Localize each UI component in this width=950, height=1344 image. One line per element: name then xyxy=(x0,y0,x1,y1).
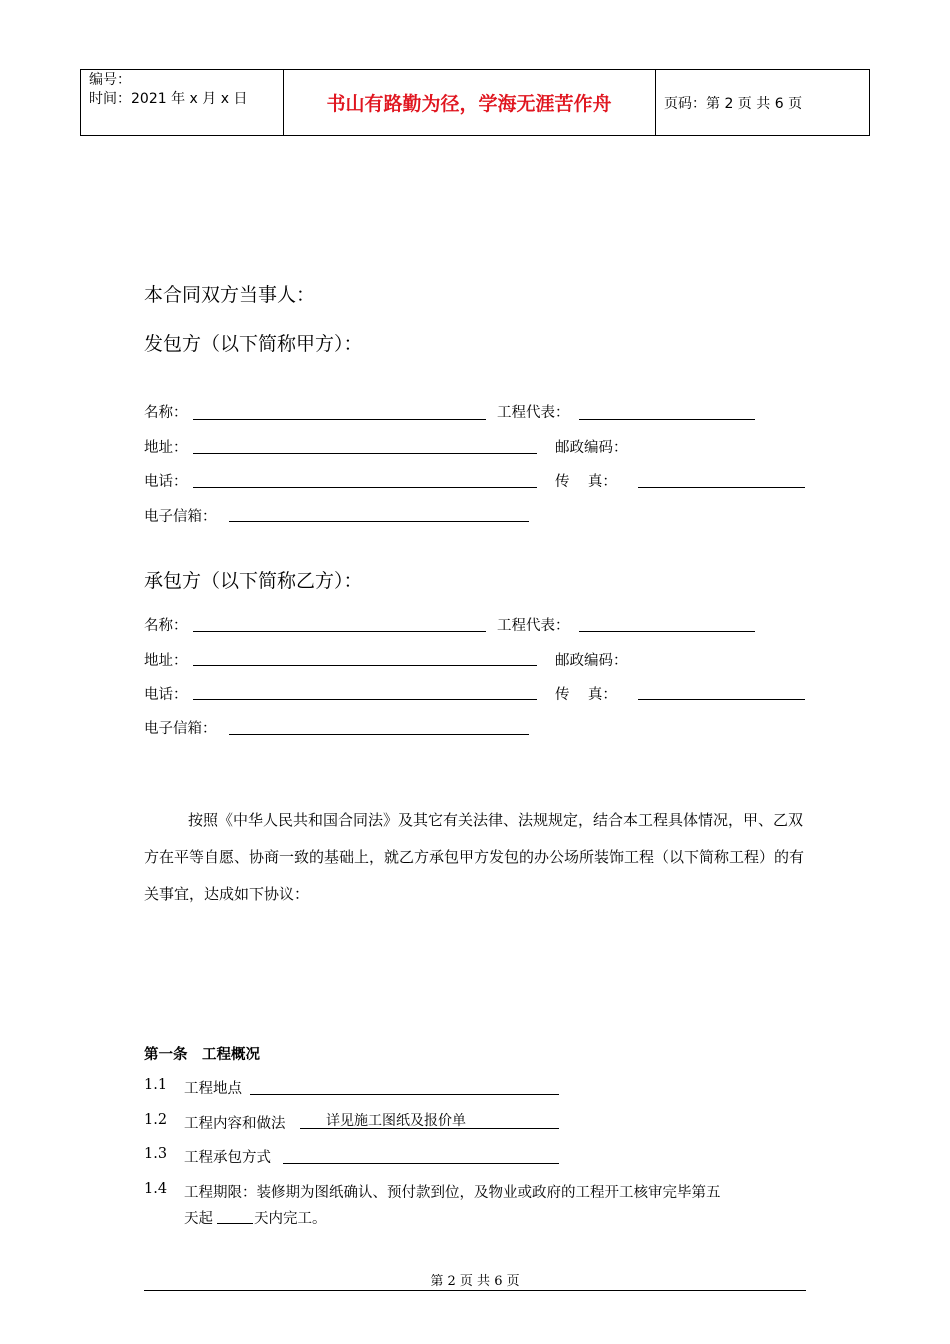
party-a-address-label: 地址： xyxy=(144,440,188,456)
item-label: 工程内容和做法 xyxy=(184,1116,286,1132)
page-footer: 第 2 页 共 6 页 xyxy=(430,1274,520,1289)
party-a-phone-field[interactable] xyxy=(193,487,537,488)
item-label: 工程期限：装修期为图纸确认、预付款到位，及物业或政府的工程开工核审完毕第五 xyxy=(184,1185,721,1201)
item-continuation: 天起 xyxy=(184,1211,213,1227)
party-b-email-label: 电子信箱： xyxy=(144,721,217,737)
party-b-phone-field[interactable] xyxy=(193,699,537,700)
footer-rule xyxy=(144,1290,806,1291)
party-b-name-field[interactable] xyxy=(193,631,486,632)
contract-mode-field[interactable] xyxy=(283,1163,559,1164)
header-meta xyxy=(89,71,247,109)
item-number: 1.2 xyxy=(144,1112,168,1128)
party-b-title: 承包方（以下简称乙方）： xyxy=(144,570,363,592)
item-number: 1.4 xyxy=(144,1181,168,1197)
header-divider xyxy=(655,69,656,136)
party-b-rep-label: 工程代表： xyxy=(497,618,570,634)
party-a-fax-field[interactable] xyxy=(638,487,805,488)
item-number: 1.3 xyxy=(144,1146,168,1162)
header-divider xyxy=(869,69,870,136)
header-top-rule xyxy=(80,69,870,70)
party-a-fax-label: 传 真： xyxy=(555,474,617,490)
party-a-rep-label: 工程代表： xyxy=(497,405,570,421)
party-a-phone-label: 电话： xyxy=(144,474,188,490)
party-a-rep-field[interactable] xyxy=(579,419,755,420)
item-continuation: 天内完工。 xyxy=(254,1211,327,1227)
party-b-fax-label: 传 真： xyxy=(555,687,617,703)
agreement-paragraph: 按照《中华人民共和国合同法》及其它有关法律、法规规定，结合本工程具体情况，甲、乙双方在平等自愿、协商一致的基础上，就乙方承包甲方发包的办公场所装饰工程（以下简称工程）的有关事宜，达成如下协议： xyxy=(144,811,805,903)
party-b-postcode-label: 邮政编码： xyxy=(555,653,628,669)
item-label: 工程承包方式 xyxy=(184,1150,271,1166)
party-b-email-field[interactable] xyxy=(229,734,529,735)
header-bottom-rule xyxy=(80,135,870,136)
party-b-name-label: 名称： xyxy=(144,618,188,634)
party-a-name-label: 名称： xyxy=(144,405,188,421)
header-number: 编号： xyxy=(89,72,131,88)
header-motto: 书山有路勤为径，学海无涯苦作舟 xyxy=(326,93,612,115)
party-a-email-label: 电子信箱： xyxy=(144,509,217,525)
work-content-value: 详见施工图纸及报价单 xyxy=(326,1113,466,1129)
party-a-title: 发包方（以下简称甲方）： xyxy=(144,333,363,355)
days-field[interactable] xyxy=(217,1223,253,1224)
header-divider xyxy=(80,69,81,136)
header-time: 时间：2021 年 x 月 x 日 xyxy=(89,91,248,107)
party-b-fax-field[interactable] xyxy=(638,699,805,700)
header-page: 页码：第 2 页 共 6 页 xyxy=(664,96,803,112)
party-b-phone-label: 电话： xyxy=(144,687,188,703)
article-1-title: 第一条 工程概况 xyxy=(144,1047,260,1063)
site-location-field[interactable] xyxy=(250,1094,559,1095)
party-b-address-field[interactable] xyxy=(193,665,537,666)
party-a-email-field[interactable] xyxy=(229,521,529,522)
party-b-address-label: 地址： xyxy=(144,653,188,669)
party-b-rep-field[interactable] xyxy=(579,631,755,632)
item-label: 工程地点 xyxy=(184,1081,242,1097)
item-number: 1.1 xyxy=(144,1077,168,1093)
parties-title: 本合同双方当事人： xyxy=(144,284,316,306)
party-a-address-field[interactable] xyxy=(193,453,537,454)
party-a-name-field[interactable] xyxy=(193,419,486,420)
party-a-postcode-label: 邮政编码： xyxy=(555,440,628,456)
